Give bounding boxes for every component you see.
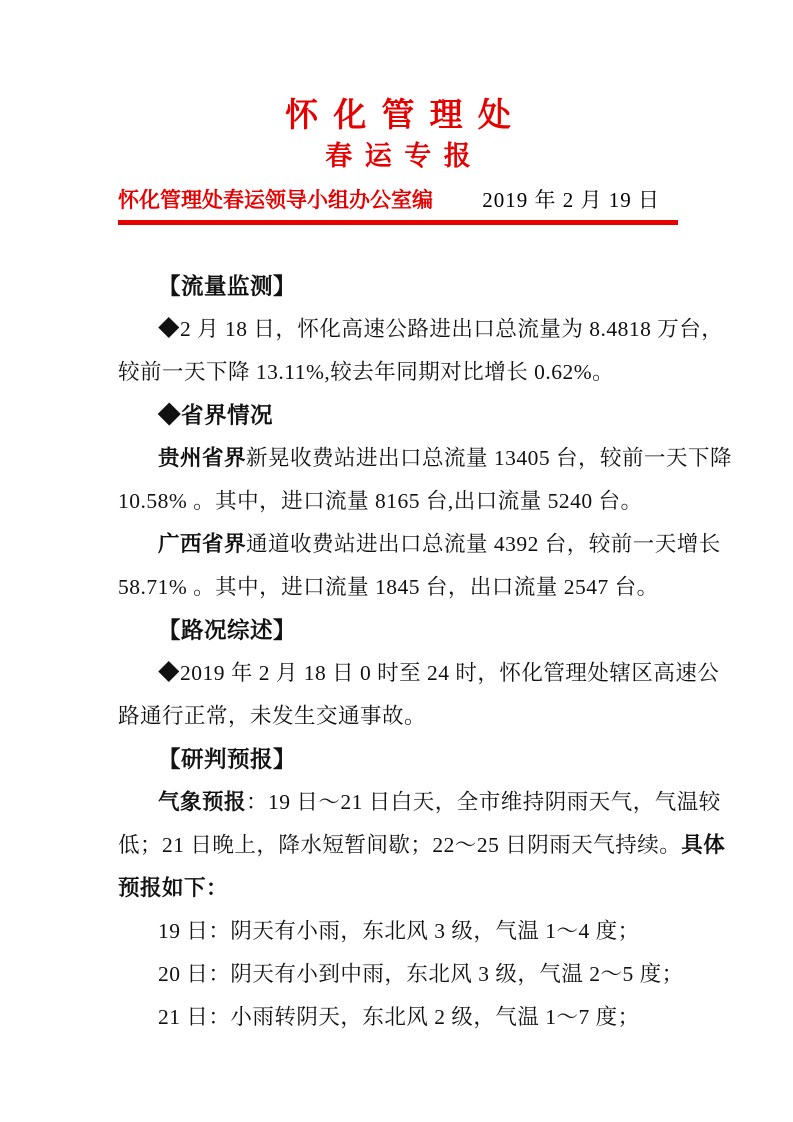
body-line: 较前一天下降 13.11%,较去年同期对比增长 0.62%。 bbox=[118, 360, 615, 384]
body-line: ◆2 月 18 日，怀化高速公路进出口总流量为 8.4818 万台， bbox=[158, 317, 724, 341]
bold-run: 气象预报 bbox=[158, 790, 247, 814]
body-line: 58.71% 。其中，进口流量 1845 台，出口流量 2547 台。 bbox=[118, 575, 659, 599]
issue-date: 2019 年 2 月 19 日 bbox=[482, 188, 660, 212]
body-line bbox=[118, 867, 678, 910]
section-heading: ◆省界情况 bbox=[158, 403, 274, 428]
header-meta-row bbox=[118, 187, 678, 213]
body-line bbox=[118, 781, 721, 824]
section-heading: 【研判预报】 bbox=[158, 747, 297, 772]
body-line bbox=[118, 523, 721, 566]
document-content bbox=[118, 0, 733, 1039]
bold-run: 预报如下： bbox=[118, 876, 229, 900]
section-heading: 【路况综述】 bbox=[158, 618, 297, 643]
forecast-line: 21 日：小雨转阴天，东北风 2 级，气温 1～7 度； bbox=[158, 1005, 640, 1029]
header-divider bbox=[118, 220, 678, 225]
text-run: 通道收费站进出口总流量 4392 台，较前一天增长 bbox=[246, 532, 721, 556]
bold-run: 贵州省界 bbox=[158, 446, 247, 470]
body-line: 路通行正常，未发生交通事故。 bbox=[118, 704, 427, 728]
forecast-line: 19 日：阴天有小雨，东北风 3 级，气温 1～4 度； bbox=[158, 919, 640, 943]
text-run: 低；21 日晚上，降水短暂间歇；22～25 日阴雨天气持续。 bbox=[118, 833, 682, 857]
section-heading: 【流量监测】 bbox=[158, 274, 297, 299]
forecast-line: 20 日：阴天有小到中雨，东北风 3 级，气温 2～5 度； bbox=[158, 962, 684, 986]
issuer-line: 怀化管理处春运领导小组办公室编 bbox=[118, 188, 433, 212]
body-line bbox=[118, 824, 726, 867]
report-title: 怀 化 管 理 处 bbox=[285, 96, 511, 133]
text-run: ：19 日～21 日白天，全市维持阴雨天气，气温较 bbox=[246, 790, 721, 814]
report-subtitle: 春 运 专 报 bbox=[325, 141, 471, 171]
body-line: ◆2019 年 2 月 18 日 0 时至 24 时，怀化管理处辖区高速公 bbox=[158, 661, 720, 685]
document-body bbox=[118, 265, 733, 1039]
bold-run: 具体 bbox=[681, 833, 726, 857]
body-line: 10.58% 。其中，进口流量 8165 台,出口流量 5240 台。 bbox=[118, 489, 643, 513]
body-line bbox=[118, 437, 733, 480]
bold-run: 广西省界 bbox=[158, 532, 247, 556]
text-run: 新晃收费站进出口总流量 13405 台，较前一天下降 bbox=[246, 446, 733, 470]
